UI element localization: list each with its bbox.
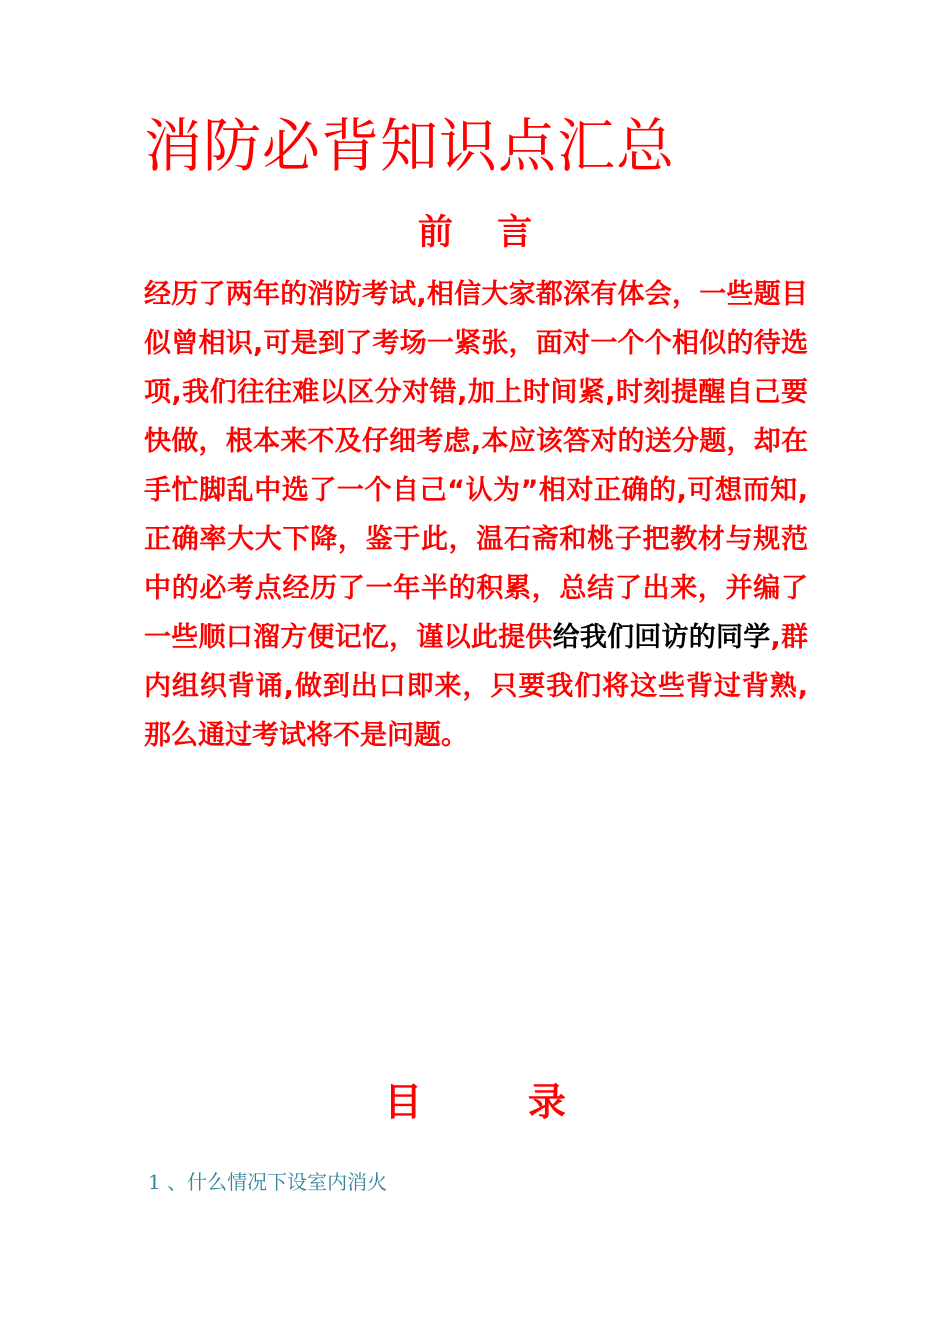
preface-text-red-2: ,群内组织背诵,做到出口即来，只要我们将这些背过背熟,那么通过考试将不是问题。: [144, 622, 809, 751]
preface-text-red-1: 经历了两年的消防考试,相信大家都深有体会，一些题目似曾相识,可是到了考场一紧张，面对一个个相似的待选项,我们往往难以区分对错,加上时间紧,时刻提醒自己要快做，根本来不及仔细考虑,本应该答对的送分题，却在手忙脚乱中选了一个自己“认为”相对正确的,可想而知,正确率大大下降，鉴于此，温石斋和桃子把教材与规范中的必考点经历了一年半的积累，总结了出来，并编了一些顺口溜方便记忆，谨以此提供: [144, 279, 808, 653]
preface-body: [144, 270, 808, 760]
preface-text-black: 给我们回访的同学: [552, 622, 771, 653]
toc-item-link[interactable]: 1 、什么情况下设室内消火: [148, 1170, 388, 1194]
toc-list: [148, 1165, 387, 1199]
toc-heading: 目 录: [384, 1080, 566, 1124]
document-title: 消防必背知识点汇总: [144, 112, 676, 180]
preface-heading: 前 言: [417, 213, 549, 253]
